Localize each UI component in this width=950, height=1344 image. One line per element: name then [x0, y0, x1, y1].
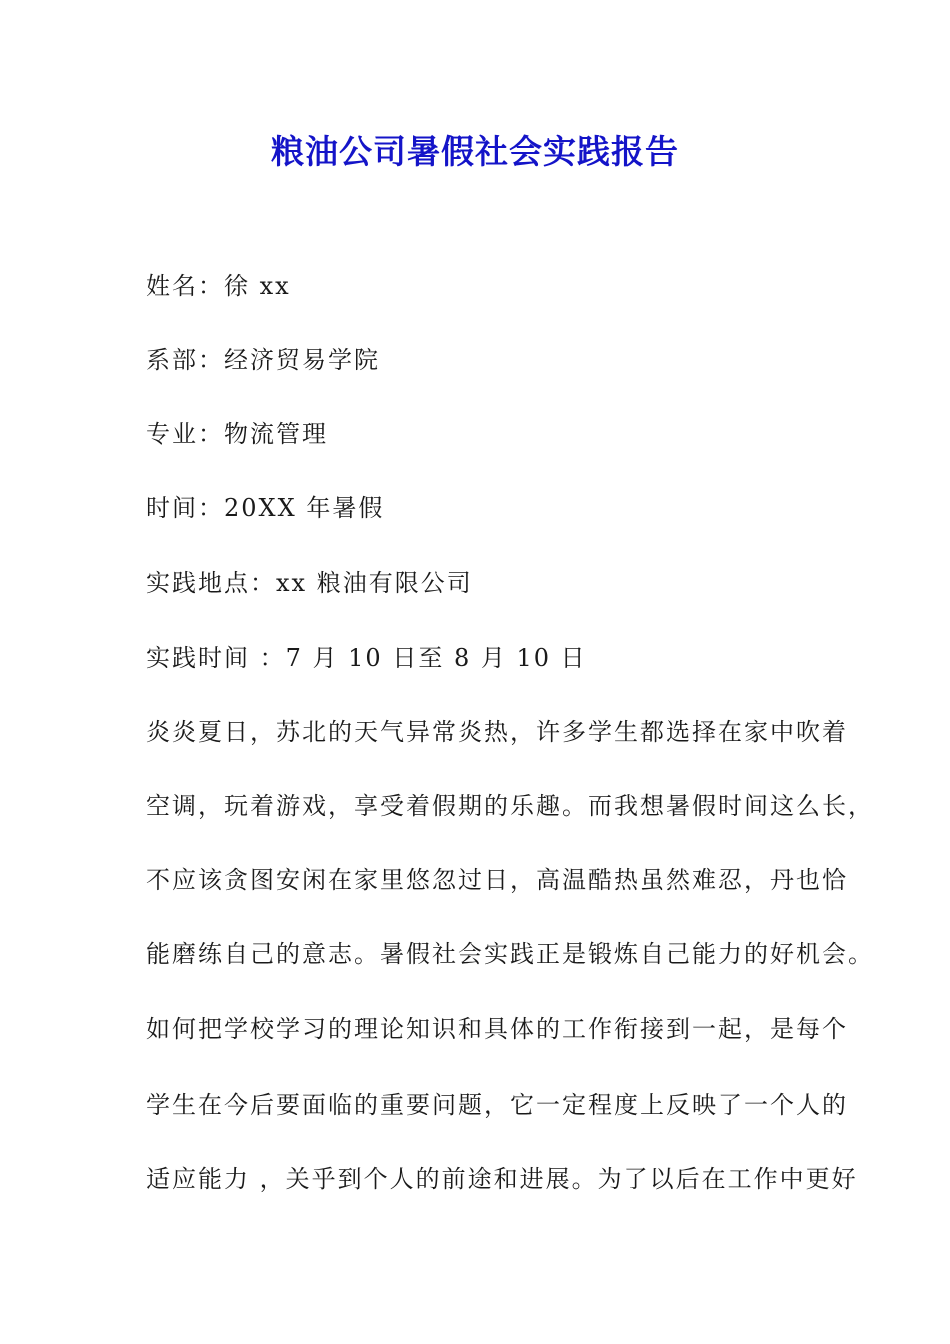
body-line: 炎炎夏日，苏北的天气异常炎热，许多学生都选择在家中吹着: [146, 718, 848, 746]
info-time: 时间：20XX 年暑假: [146, 494, 385, 522]
body-line: 能磨练自己的意志。暑假社会实践正是锻炼自己能力的好机会。: [146, 940, 874, 968]
body-line: 适应能力 ，关乎到个人的前途和进展。为了以后在工作中更好: [146, 1165, 858, 1193]
info-name: 姓名：徐 xx: [146, 272, 291, 300]
body-line: 空调，玩着游戏，享受着假期的乐趣。而我想暑假时间这么长，: [146, 792, 874, 820]
info-practice-period: 实践时间 ：7 月 10 日至 8 月 10 日: [146, 644, 587, 672]
document-title: 粮油公司暑假社会实践报告: [271, 132, 679, 171]
body-line: 如何把学校学习的理论知识和具体的工作衔接到一起，是每个: [146, 1015, 848, 1043]
info-practice-location: 实践地点：xx 粮油有限公司: [146, 569, 473, 597]
info-department: 系部：经济贸易学院: [146, 346, 380, 374]
body-line: 不应该贪图安闲在家里悠忽过日，高温酷热虽然难忍，丹也恰: [146, 866, 848, 894]
info-major: 专业：物流管理: [146, 420, 328, 448]
body-line: 学生在今后要面临的重要问题，它一定程度上反映了一个人的: [146, 1091, 848, 1119]
